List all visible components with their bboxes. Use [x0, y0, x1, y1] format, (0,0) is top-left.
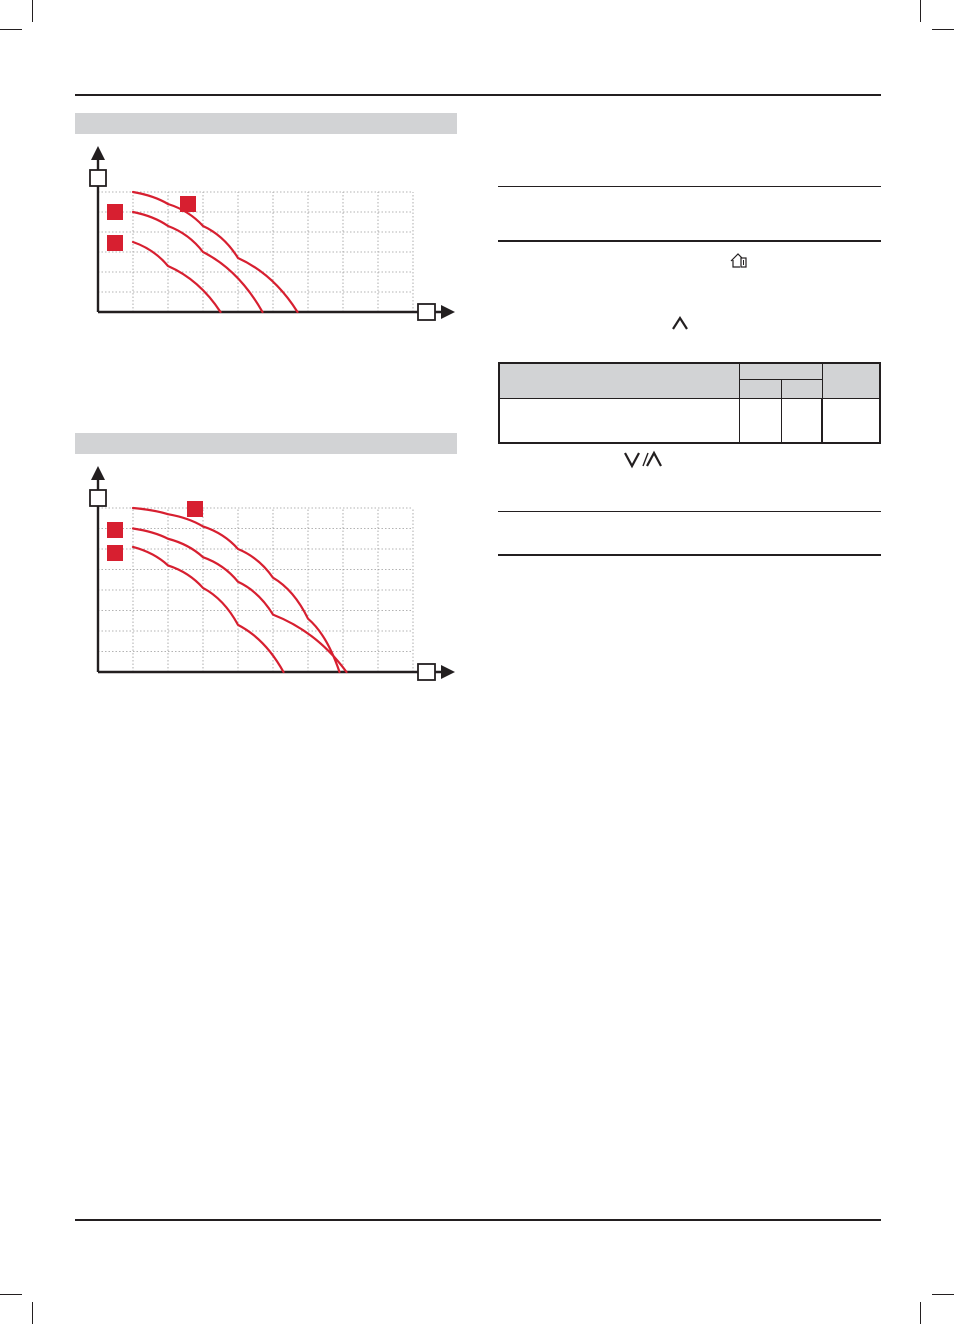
x-axis-arrow-icon: [441, 305, 455, 319]
table-header-main: [500, 364, 740, 398]
x-axis-label-box: [418, 664, 435, 680]
spec-table: [498, 362, 881, 444]
curve-marker-1: [187, 501, 203, 517]
crop-mark: [0, 1294, 22, 1295]
chevron-up-icon: [669, 314, 691, 332]
chart-1-section-bar: [75, 113, 457, 134]
crop-mark: [932, 29, 954, 30]
series-line-3: [133, 547, 284, 672]
table-row-right: [823, 399, 879, 442]
table-header-right: [823, 364, 879, 398]
table-header-sub: [740, 380, 782, 398]
y-axis-label-box: [90, 170, 106, 186]
crop-mark: [920, 0, 921, 22]
curve-marker-2: [107, 204, 123, 220]
table-row-label: [500, 399, 740, 442]
crop-mark: [920, 1302, 921, 1324]
curve-marker-3: [107, 545, 123, 561]
x-axis-label-box: [418, 304, 435, 320]
table-row-value: [782, 399, 823, 442]
curve-marker-1: [180, 196, 196, 212]
crop-mark: [32, 1302, 33, 1324]
header-rule: [75, 94, 881, 96]
right-rule-1: [498, 186, 881, 187]
chart-1: [75, 140, 465, 330]
table-header-group: [740, 364, 823, 380]
crop-mark: [932, 1294, 954, 1295]
right-rule-4: [498, 554, 881, 556]
chart-2-section-bar: [75, 433, 457, 454]
y-axis-label-box: [90, 490, 106, 506]
chart-2: [75, 460, 465, 690]
series-line-2: [133, 212, 263, 312]
right-rule-3: [498, 511, 881, 512]
x-axis-arrow-icon: [441, 665, 455, 679]
house-settings-icon: [729, 252, 749, 270]
curve-marker-3: [107, 235, 123, 251]
right-rule-2: [498, 240, 881, 242]
chevron-down-up-icon: [622, 449, 664, 469]
table-row-value: [740, 399, 782, 442]
crop-mark: [32, 0, 33, 22]
curve-marker-2: [107, 522, 123, 538]
footer-rule: [75, 1219, 881, 1221]
crop-mark: [0, 29, 22, 30]
y-axis-arrow-icon: [91, 466, 105, 480]
series-line-3: [133, 242, 221, 312]
table-header-sub: [782, 380, 823, 398]
y-axis-arrow-icon: [91, 146, 105, 160]
